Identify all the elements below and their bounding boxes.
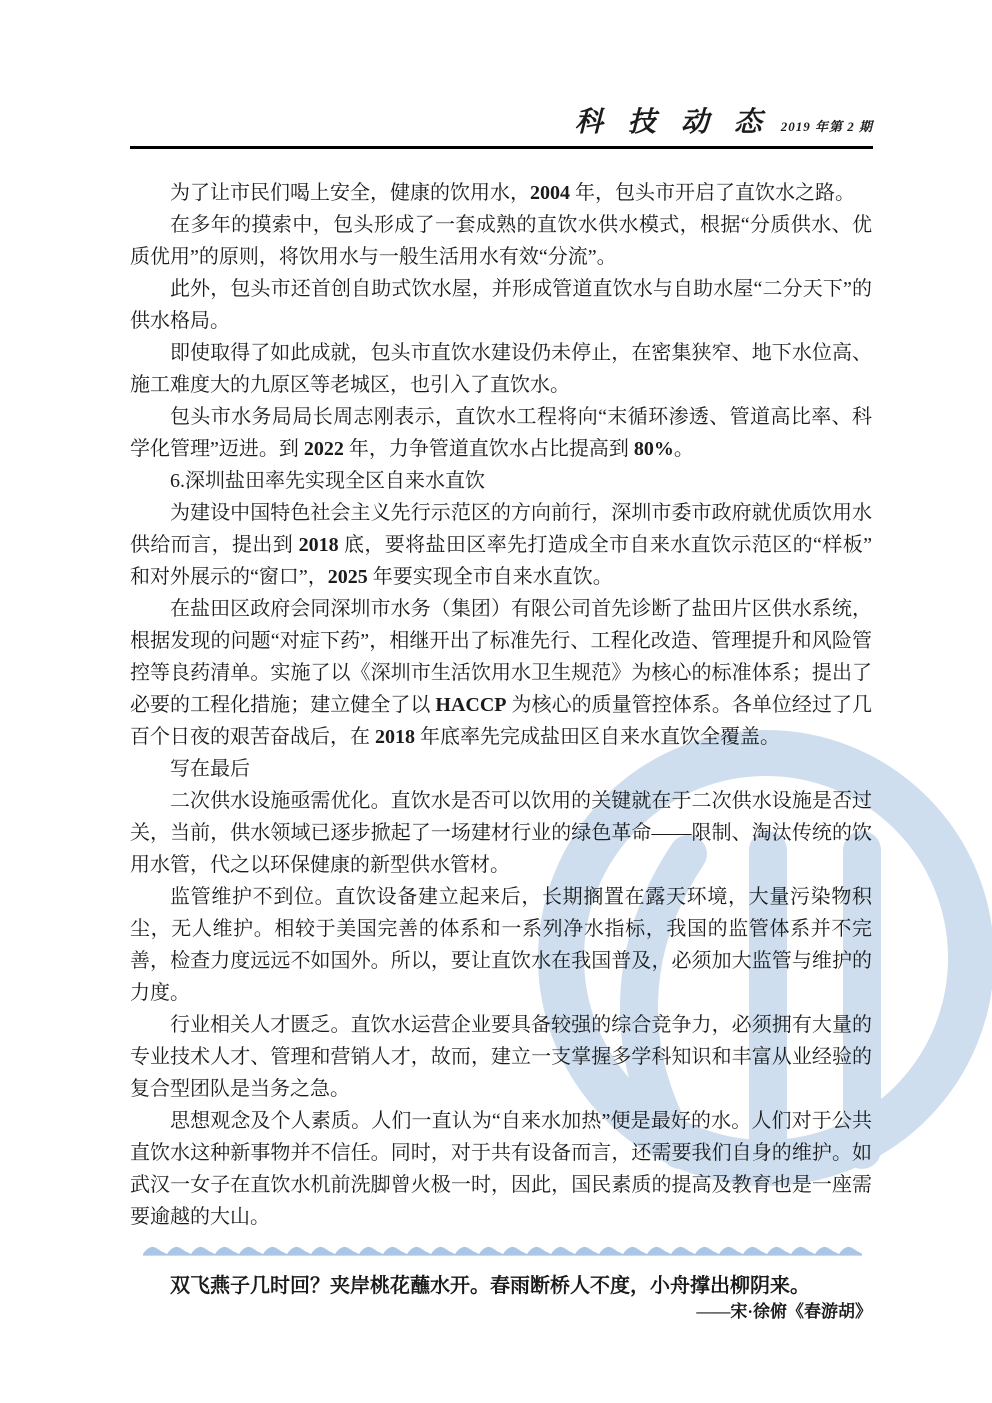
- article-paragraph: [130, 753, 872, 785]
- article-paragraph: [130, 785, 872, 881]
- body-text: 为建设中国特色社会主义先行示范区的方向前行，深圳市委市政府就优质饮用水供给而言，提出到: [130, 502, 872, 556]
- emphasis-text: 2018: [375, 726, 415, 748]
- article-paragraph: [130, 593, 872, 753]
- emphasis-text: 2022: [303, 438, 344, 460]
- body-text: 监管维护不到位。直饮设备建立起来后，长期搁置在露天环境，大量污染物积尘，无人维护。相较于美国完善的体系和一系列净水指标，我国的监管体系并不完善，检查力度远远不如国外。所以，要让直饮水在我国普及，必须加大监管与维护的力度。: [130, 886, 872, 1004]
- emphasis-text: 2018: [298, 534, 339, 556]
- wave-crests: [143, 1243, 862, 1258]
- article-paragraph: [130, 177, 872, 209]
- article-paragraph: [130, 273, 872, 337]
- body-text: 包头市水务局局长周志刚表示，直饮水工程将向“末循环渗透、管道高比率、科学化管理”迈进。到: [130, 406, 872, 460]
- emphasis-text: 2004: [530, 182, 570, 204]
- emphasis-text: 80%: [633, 438, 674, 460]
- header-rule: [130, 146, 873, 149]
- wave-divider: [143, 1243, 862, 1258]
- body-text: 年底率先完成盐田区自来水直饮全覆盖。: [415, 726, 780, 748]
- body-text: 在多年的摸索中，包头形成了一套成熟的直饮水供水模式，根据“分质供水、优质优用”的原则，将饮用水与一般生活用水有效“分流”。: [130, 214, 872, 268]
- poem-quote: 双飞燕子几时回？夹岸桃花蘸水开。春雨断桥人不度，小舟撑出柳阴来。: [170, 1275, 810, 1297]
- body-text: 。: [673, 438, 694, 460]
- body-text: 此外，包头市还首创自助式饮水屋，并形成管道直饮水与自助水屋“二分天下”的供水格局。: [130, 278, 872, 332]
- body-text: 思想观念及个人素质。人们一直认为“自来水加热”便是最好的水。人们对于公共直饮水这种新事物并不信任。同时，对于共有设备而言，还需要我们自身的维护。如武汉一女子在直饮水机前洗脚曾火极一时，因此，国民素质的提高及教育也是一座需要逾越的大山。: [130, 1110, 872, 1228]
- emphasis-text: HACCP: [435, 694, 507, 716]
- article-body: [130, 177, 872, 1233]
- article-paragraph: [130, 401, 872, 465]
- body-text: 为了让市民们喝上安全，健康的饮用水，: [170, 182, 530, 204]
- poem-attribution: ——宋·徐俯《春游胡》: [696, 1302, 872, 1321]
- body-text: 二次供水设施亟需优化。直饮水是否可以饮用的关键就在于二次供水设施是否过关，当前，供水领域已逐步掀起了一场建材行业的绿色革命——限制、淘汰传统的饮用水管，代之以环保健康的新型供水管材。: [130, 790, 872, 876]
- article-paragraph: [130, 209, 872, 273]
- journal-issue-label: 2019 年第 2 期: [780, 119, 873, 134]
- body-text: 6.深圳盐田率先实现全区自来水直饮: [170, 470, 485, 492]
- journal-title: 科 技 动 态: [574, 107, 771, 138]
- article-paragraph: [130, 465, 872, 497]
- body-text: 年要实现全市自来水直饮。: [367, 566, 613, 588]
- body-text: 年，包头市开启了直饮水之路。: [570, 182, 855, 204]
- body-text: 写在最后: [170, 758, 250, 780]
- emphasis-text: 2025: [327, 566, 368, 588]
- article-paragraph: [130, 1105, 872, 1233]
- article-paragraph: [130, 1009, 872, 1105]
- body-text: 年，力争管道直饮水占比提高到: [343, 438, 634, 460]
- body-text: 在盐田区政府会同深圳市水务（集团）有限公司首先诊断了盐田片区供水系统，根据发现的问题“对症下药”，相继开出了标准先行、工程化改造、管理提升和风险管控等良药清单。实施了以《深圳市生活饮用水卫生规范》为核心的标准体系；提出了必要的工程化措施；建立健全了以: [130, 598, 872, 716]
- article-paragraph: [130, 881, 872, 1009]
- page-header: [130, 100, 873, 140]
- article-paragraph: [130, 497, 872, 593]
- body-text: 即使取得了如此成就，包头市直饮水建设仍未停止，在密集狭窄、地下水位高、施工难度大的九原区等老城区，也引入了直饮水。: [130, 342, 872, 396]
- article-paragraph: [130, 337, 872, 401]
- body-text: 为核心的质量管控体系。各单位经过了几百个日夜的艰苦奋战后，在: [130, 694, 873, 748]
- body-text: 行业相关人才匮乏。直饮水运营企业要具备较强的综合竞争力，必须拥有大量的专业技术人才、管理和营销人才，故而，建立一支掌握多学科知识和丰富从业经验的复合型团队是当务之急。: [130, 1014, 872, 1100]
- body-text: 底，要将盐田区率先打造成全市自来水直饮示范区的“样板”和对外展示的“窗口”，: [130, 534, 872, 588]
